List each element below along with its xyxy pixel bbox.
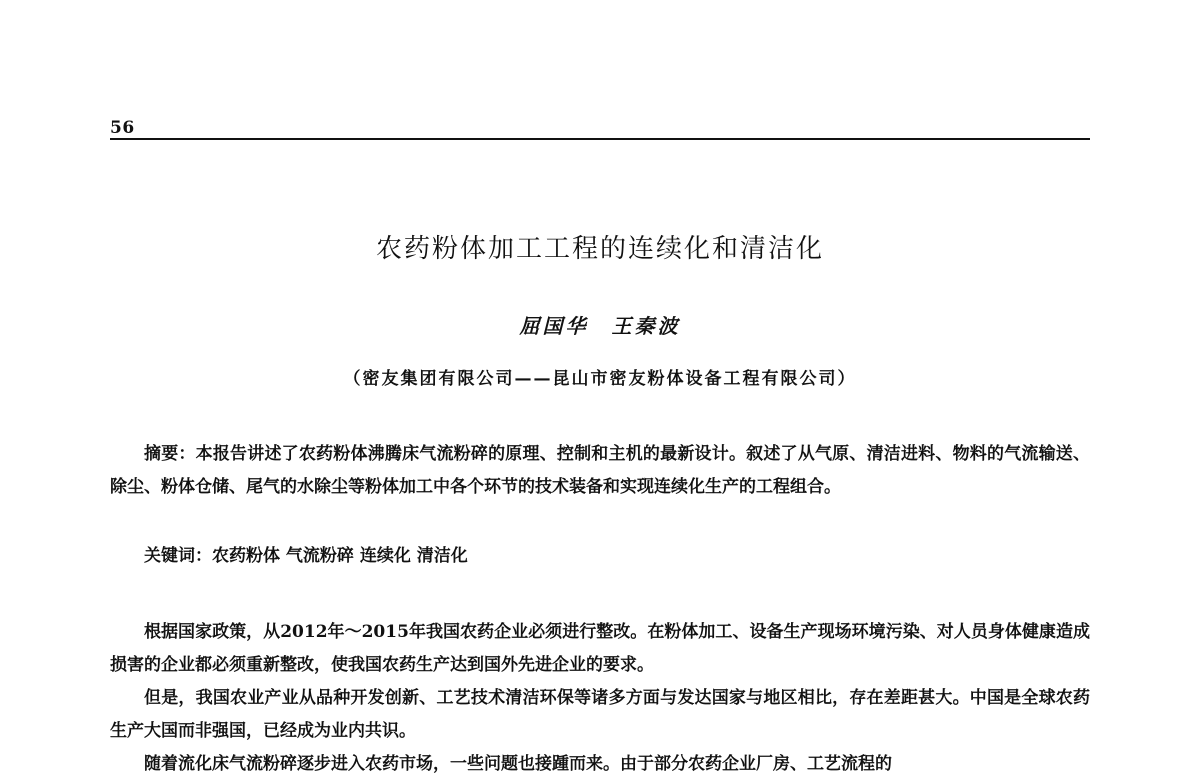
keywords-text: 农药粉体 气流粉碎 连续化 清洁化	[212, 546, 468, 566]
page-number: 56	[110, 118, 135, 138]
body-paragraph: 随着流化床气流粉碎逐步进入农药市场，一些问题也接踵而来。由于部分农药企业厂房、工艺流程的	[144, 754, 892, 774]
main-text	[110, 616, 1090, 781]
article-affiliation: （密友集团有限公司——昆山市密友粉体设备工程有限公司）	[343, 369, 857, 389]
body-paragraph: 但是，我国农业产业从品种开发创新、工艺技术清洁环保等诸多方面与发达国家与地区相比，存在差距甚大。中国是全球农药生产大国而非强国，已经成为业内共识。	[110, 688, 1090, 741]
abstract-text: 本报告讲述了农药粉体沸腾床气流粉碎的原理、控制和主机的最新设计。叙述了从气原、清洁进料、物料的气流输送、除尘、粉体仓储、尾气的水除尘等粉体加工中各个环节的技术装备和实现连续化生产的工程组合。	[110, 444, 1091, 497]
keywords-label: 关键词：	[144, 546, 212, 566]
abstract	[110, 438, 1090, 504]
header-rule	[110, 138, 1090, 140]
abstract-paragraph	[110, 438, 1090, 504]
keywords-paragraph	[110, 540, 1090, 573]
article-authors: 屈国华 王秦波	[519, 314, 681, 338]
article-title: 农药粉体加工工程的连续化和清洁化	[375, 234, 824, 264]
abstract-label: 摘要：	[144, 444, 196, 464]
keywords	[110, 540, 1090, 573]
body-paragraph: 根据国家政策，从2012年～2015年我国农药企业必须进行整改。在粉体加工、设备生产现场环境污染、对人员身体健康造成损害的企业都必须重新整改，使我国农药生产达到国外先进企业的要求。	[110, 622, 1090, 675]
